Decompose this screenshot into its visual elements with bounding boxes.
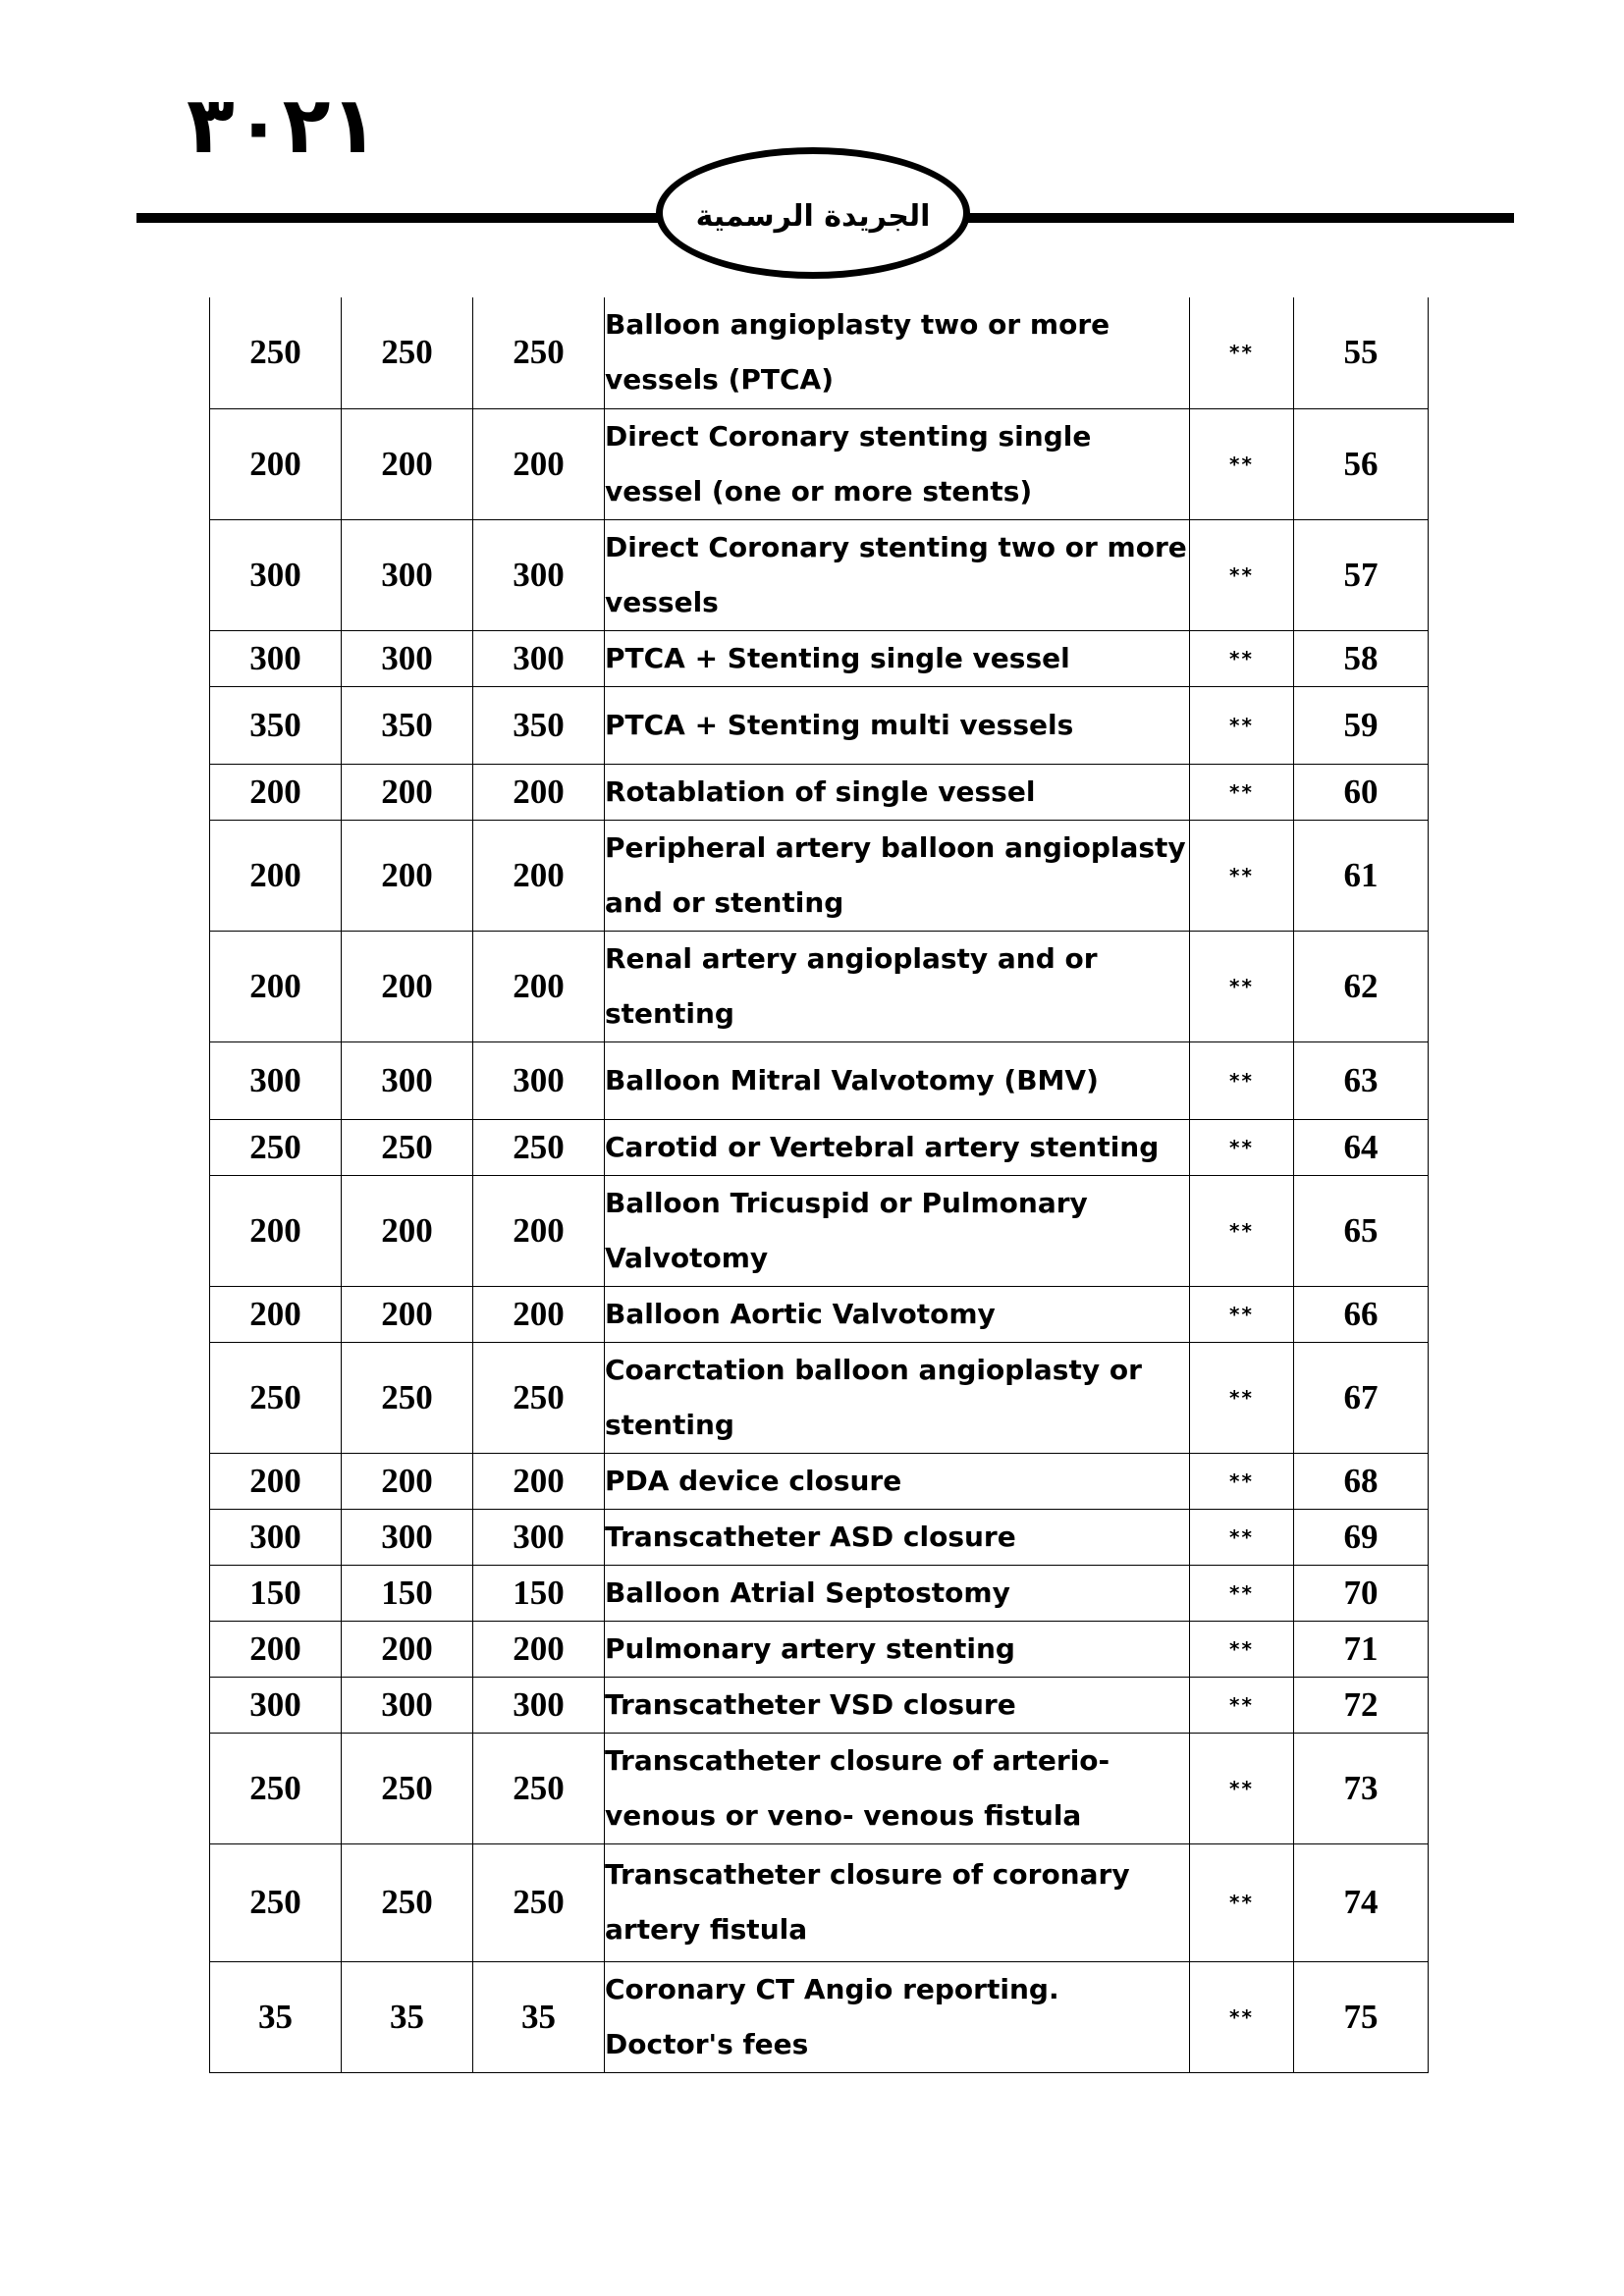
procedure-description: Peripheral artery balloon angioplasty and or stenting xyxy=(605,820,1190,931)
fee-cell-3: 250 xyxy=(473,1843,605,1961)
table-row xyxy=(210,1677,1429,1733)
table-row xyxy=(210,1621,1429,1677)
mark-cell: ** xyxy=(1190,686,1294,764)
item-number: 71 xyxy=(1294,1621,1429,1677)
table-row xyxy=(210,1509,1429,1565)
fee-cell-1: 250 xyxy=(210,1843,342,1961)
procedure-description: Renal artery angioplasty and or stenting xyxy=(605,931,1190,1041)
mark-cell: ** xyxy=(1190,1565,1294,1621)
fee-cell-2: 350 xyxy=(342,686,473,764)
item-number: 75 xyxy=(1294,1961,1429,2072)
item-number: 67 xyxy=(1294,1342,1429,1453)
mark-cell: ** xyxy=(1190,931,1294,1041)
fee-cell-1: 200 xyxy=(210,1175,342,1286)
fee-cell-3: 200 xyxy=(473,1175,605,1286)
fee-cell-2: 200 xyxy=(342,1286,473,1342)
mark-cell: ** xyxy=(1190,297,1294,408)
procedure-description: Balloon Mitral Valvotomy (BMV) xyxy=(605,1041,1190,1119)
item-number: 73 xyxy=(1294,1733,1429,1843)
fee-cell-1: 300 xyxy=(210,1041,342,1119)
fee-cell-2: 200 xyxy=(342,820,473,931)
procedure-description: Balloon angioplasty two or more vessels (PTCA) xyxy=(605,297,1190,408)
item-number: 59 xyxy=(1294,686,1429,764)
fee-cell-3: 350 xyxy=(473,686,605,764)
fee-cell-1: 200 xyxy=(210,1286,342,1342)
fee-cell-1: 200 xyxy=(210,820,342,931)
fee-cell-1: 250 xyxy=(210,1342,342,1453)
procedure-description: Direct Coronary stenting single vessel (one or more stents) xyxy=(605,408,1190,519)
mark-cell: ** xyxy=(1190,1342,1294,1453)
item-number: 69 xyxy=(1294,1509,1429,1565)
mark-cell: ** xyxy=(1190,1961,1294,2072)
fee-cell-1: 250 xyxy=(210,1119,342,1175)
fee-cell-3: 300 xyxy=(473,519,605,630)
fee-cell-1: 200 xyxy=(210,931,342,1041)
item-number: 63 xyxy=(1294,1041,1429,1119)
mark-cell: ** xyxy=(1190,1175,1294,1286)
fee-cell-2: 35 xyxy=(342,1961,473,2072)
item-number: 68 xyxy=(1294,1453,1429,1509)
fee-cell-1: 300 xyxy=(210,630,342,686)
item-number: 72 xyxy=(1294,1677,1429,1733)
table-row xyxy=(210,1961,1429,2072)
fee-cell-2: 150 xyxy=(342,1565,473,1621)
fee-cell-1: 350 xyxy=(210,686,342,764)
page-number: ٣٠٢١ xyxy=(187,80,379,171)
procedure-description: PTCA + Stenting multi vessels xyxy=(605,686,1190,764)
fee-cell-2: 300 xyxy=(342,630,473,686)
table-row xyxy=(210,764,1429,820)
fee-cell-2: 200 xyxy=(342,1621,473,1677)
procedure-description: Transcatheter VSD closure xyxy=(605,1677,1190,1733)
fee-cell-2: 250 xyxy=(342,297,473,408)
mark-cell: ** xyxy=(1190,1509,1294,1565)
mark-cell: ** xyxy=(1190,820,1294,931)
item-number: 56 xyxy=(1294,408,1429,519)
fee-cell-2: 200 xyxy=(342,764,473,820)
fee-cell-3: 200 xyxy=(473,764,605,820)
fee-cell-2: 250 xyxy=(342,1733,473,1843)
fee-cell-1: 250 xyxy=(210,297,342,408)
fee-cell-1: 200 xyxy=(210,408,342,519)
fee-cell-1: 250 xyxy=(210,1733,342,1843)
fee-cell-2: 300 xyxy=(342,519,473,630)
item-number: 55 xyxy=(1294,297,1429,408)
item-number: 74 xyxy=(1294,1843,1429,1961)
mark-cell: ** xyxy=(1190,408,1294,519)
mark-cell: ** xyxy=(1190,1119,1294,1175)
fee-cell-3: 200 xyxy=(473,1286,605,1342)
fee-cell-1: 300 xyxy=(210,1677,342,1733)
table-row xyxy=(210,931,1429,1041)
table-row xyxy=(210,1286,1429,1342)
fee-cell-2: 200 xyxy=(342,1175,473,1286)
procedure-description: Carotid or Vertebral artery stenting xyxy=(605,1119,1190,1175)
procedure-description: Coronary CT Angio reporting. Doctor's fees xyxy=(605,1961,1190,2072)
fee-cell-2: 300 xyxy=(342,1509,473,1565)
mark-cell: ** xyxy=(1190,764,1294,820)
mark-cell: ** xyxy=(1190,1286,1294,1342)
procedure-description: Transcatheter ASD closure xyxy=(605,1509,1190,1565)
mark-cell: ** xyxy=(1190,1041,1294,1119)
table-row xyxy=(210,1175,1429,1286)
procedure-description: Direct Coronary stenting two or more vessels xyxy=(605,519,1190,630)
fee-cell-2: 250 xyxy=(342,1119,473,1175)
fee-cell-2: 250 xyxy=(342,1843,473,1961)
procedure-description: PTCA + Stenting single vessel xyxy=(605,630,1190,686)
procedure-description: Coarctation balloon angioplasty or stenting xyxy=(605,1342,1190,1453)
mark-cell: ** xyxy=(1190,519,1294,630)
fee-cell-1: 200 xyxy=(210,1453,342,1509)
fee-cell-1: 35 xyxy=(210,1961,342,2072)
fee-cell-3: 300 xyxy=(473,1509,605,1565)
header-oval xyxy=(656,147,970,279)
procedure-description: Transcatheter closure of coronary artery fistula xyxy=(605,1843,1190,1961)
fee-cell-2: 300 xyxy=(342,1041,473,1119)
fee-cell-3: 300 xyxy=(473,630,605,686)
fee-cell-1: 300 xyxy=(210,519,342,630)
fee-cell-3: 200 xyxy=(473,1621,605,1677)
fee-cell-3: 250 xyxy=(473,297,605,408)
procedure-description: Balloon Aortic Valvotomy xyxy=(605,1286,1190,1342)
fee-cell-1: 200 xyxy=(210,1621,342,1677)
fee-cell-3: 300 xyxy=(473,1677,605,1733)
fee-cell-2: 200 xyxy=(342,931,473,1041)
procedure-description: Pulmonary artery stenting xyxy=(605,1621,1190,1677)
mark-cell: ** xyxy=(1190,1733,1294,1843)
mark-cell: ** xyxy=(1190,1621,1294,1677)
fee-cell-3: 250 xyxy=(473,1733,605,1843)
table-row xyxy=(210,1733,1429,1843)
item-number: 62 xyxy=(1294,931,1429,1041)
item-number: 57 xyxy=(1294,519,1429,630)
fee-cell-3: 200 xyxy=(473,931,605,1041)
item-number: 61 xyxy=(1294,820,1429,931)
procedure-description: PDA device closure xyxy=(605,1453,1190,1509)
mark-cell: ** xyxy=(1190,1453,1294,1509)
fee-cell-2: 200 xyxy=(342,1453,473,1509)
fee-cell-2: 250 xyxy=(342,1342,473,1453)
fee-cell-3: 200 xyxy=(473,820,605,931)
fee-cell-3: 35 xyxy=(473,1961,605,2072)
item-number: 58 xyxy=(1294,630,1429,686)
mark-cell: ** xyxy=(1190,1677,1294,1733)
mark-cell: ** xyxy=(1190,630,1294,686)
fee-cell-2: 300 xyxy=(342,1677,473,1733)
table-row xyxy=(210,1342,1429,1453)
fee-cell-3: 300 xyxy=(473,1041,605,1119)
item-number: 66 xyxy=(1294,1286,1429,1342)
header-title: الجريدة الرسمية xyxy=(695,198,931,234)
fee-cell-3: 200 xyxy=(473,1453,605,1509)
procedure-description: Balloon Atrial Septostomy xyxy=(605,1565,1190,1621)
table-row xyxy=(210,1843,1429,1961)
fee-cell-2: 200 xyxy=(342,408,473,519)
fee-cell-3: 250 xyxy=(473,1119,605,1175)
item-number: 64 xyxy=(1294,1119,1429,1175)
fee-cell-1: 150 xyxy=(210,1565,342,1621)
item-number: 65 xyxy=(1294,1175,1429,1286)
table-row xyxy=(210,686,1429,764)
table-row xyxy=(210,1041,1429,1119)
table-row xyxy=(210,630,1429,686)
fee-cell-1: 300 xyxy=(210,1509,342,1565)
table-row xyxy=(210,408,1429,519)
procedure-description: Rotablation of single vessel xyxy=(605,764,1190,820)
fee-cell-1: 200 xyxy=(210,764,342,820)
table-row xyxy=(210,1565,1429,1621)
table-row xyxy=(210,519,1429,630)
fee-cell-3: 250 xyxy=(473,1342,605,1453)
fee-cell-3: 200 xyxy=(473,408,605,519)
mark-cell: ** xyxy=(1190,1843,1294,1961)
fees-table xyxy=(209,297,1429,2073)
procedure-description: Transcatheter closure of arterio- venous or veno- venous fistula xyxy=(605,1733,1190,1843)
table-row xyxy=(210,1119,1429,1175)
procedure-description: Balloon Tricuspid or Pulmonary Valvotomy xyxy=(605,1175,1190,1286)
fee-cell-3: 150 xyxy=(473,1565,605,1621)
item-number: 70 xyxy=(1294,1565,1429,1621)
item-number: 60 xyxy=(1294,764,1429,820)
table-row xyxy=(210,1453,1429,1509)
table-row xyxy=(210,297,1429,408)
table-row xyxy=(210,820,1429,931)
